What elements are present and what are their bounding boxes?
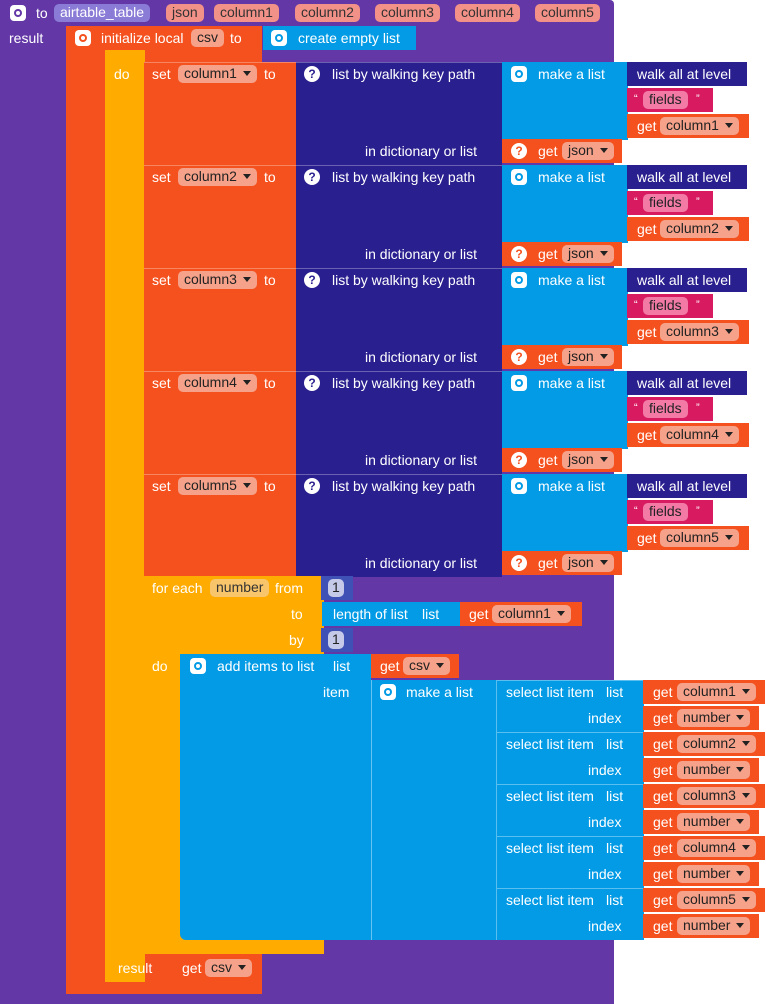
select-list-label: list <box>606 892 624 908</box>
get-json-dropdown[interactable]: json <box>562 348 614 366</box>
make-list-label: make a list <box>538 272 605 288</box>
in-dict-label: in dictionary or list <box>365 143 478 159</box>
select-get-column-dropdown[interactable]: column2 <box>677 735 756 753</box>
select-get-index-dropdown[interactable]: number <box>677 761 750 779</box>
select-list-item-label: select list item <box>506 788 594 804</box>
get-column-dropdown[interactable]: column1 <box>660 117 739 135</box>
get-column-label: get <box>637 427 657 443</box>
final-result-label: result <box>118 960 153 976</box>
select-get-column-label: get <box>653 684 673 700</box>
get-column-label: get <box>637 324 657 340</box>
procedure-to-label: to <box>36 5 48 21</box>
make-list-gear-icon[interactable] <box>380 684 396 700</box>
create-list-gear-icon[interactable] <box>271 30 287 46</box>
final-get-var-dropdown[interactable]: csv <box>205 959 252 977</box>
do-label: do <box>114 66 130 82</box>
length-get-label: get <box>469 606 489 622</box>
select-get-index-label: get <box>653 814 673 830</box>
init-label: initialize local <box>101 30 184 46</box>
in-dict-label: in dictionary or list <box>365 246 478 262</box>
init-to-label: to <box>230 30 242 46</box>
text-field[interactable]: fields <box>643 91 688 109</box>
select-get-index-label: get <box>653 762 673 778</box>
walk-help-icon[interactable]: ? <box>304 66 320 82</box>
make-list-label: make a list <box>406 684 473 700</box>
select-list-item-label: select list item <box>506 840 594 856</box>
select-get-column-dropdown[interactable]: column1 <box>677 683 756 701</box>
walk-all-label: walk all at level <box>637 272 732 288</box>
make-list-label: make a list <box>538 478 605 494</box>
in-dict-label: in dictionary or list <box>365 349 478 365</box>
get-json-help-icon[interactable]: ? <box>511 555 527 571</box>
text-field[interactable]: fields <box>643 503 688 521</box>
add-items-item-label: item <box>323 684 350 700</box>
walk-help-icon[interactable]: ? <box>304 375 320 391</box>
add-items-label: add items to list <box>217 658 315 674</box>
param-json[interactable]: json <box>166 4 204 22</box>
walk-key-path-label: list by walking key path <box>332 169 476 185</box>
select-get-column-label: get <box>653 736 673 752</box>
walk-key-path-label: list by walking key path <box>332 478 476 494</box>
in-dict-label: in dictionary or list <box>365 555 478 571</box>
walk-all-label: walk all at level <box>637 66 732 82</box>
select-get-index-dropdown[interactable]: number <box>677 865 750 883</box>
select-list-label: list <box>606 840 624 856</box>
walk-all-label: walk all at level <box>637 375 732 391</box>
select-index-label: index <box>588 710 622 726</box>
select-list-label: list <box>606 684 624 700</box>
walk-key-path-label: list by walking key path <box>332 66 476 82</box>
result-label: result <box>9 30 44 46</box>
make-list-gear-icon[interactable] <box>511 169 527 185</box>
for-each-bottom <box>144 941 324 954</box>
quote-close-icon: ” <box>696 299 700 311</box>
procedure-bottom <box>66 994 614 1004</box>
for-each-from-label: from <box>275 580 303 596</box>
select-get-index-dropdown[interactable]: number <box>677 709 750 727</box>
set-label: set <box>152 66 171 82</box>
param-column1[interactable]: column1 <box>214 4 279 22</box>
text-field[interactable]: fields <box>643 400 688 418</box>
select-get-column-label: get <box>653 788 673 804</box>
select-get-column-label: get <box>653 892 673 908</box>
param-column2[interactable]: column2 <box>295 4 360 22</box>
select-get-column-dropdown[interactable]: column5 <box>677 891 756 909</box>
select-index-label: index <box>588 918 622 934</box>
for-each-do-label: do <box>152 658 168 674</box>
quote-open-icon: “ <box>634 196 638 208</box>
select-list-item-label: select list item <box>506 892 594 908</box>
get-json-dropdown[interactable]: json <box>562 554 614 572</box>
walk-key-path-label: list by walking key path <box>332 272 476 288</box>
set-var-dropdown[interactable]: column1 <box>178 65 257 83</box>
make-list-gear-icon[interactable] <box>511 66 527 82</box>
set-to-label: to <box>264 478 276 494</box>
make-list-gear-icon[interactable] <box>511 272 527 288</box>
make-list-label: make a list <box>538 375 605 391</box>
get-json-label: get <box>538 246 558 262</box>
get-json-help-icon[interactable]: ? <box>511 452 527 468</box>
quote-open-icon: “ <box>634 299 638 311</box>
text-field[interactable]: fields <box>643 297 688 315</box>
walk-help-icon[interactable]: ? <box>304 272 320 288</box>
set-to-label: to <box>264 375 276 391</box>
quote-close-icon: ” <box>696 93 700 105</box>
select-index-label: index <box>588 762 622 778</box>
make-list-gear-icon[interactable] <box>511 478 527 494</box>
get-column-label: get <box>637 530 657 546</box>
get-column-label: get <box>637 118 657 134</box>
get-column-dropdown[interactable]: column5 <box>660 529 739 547</box>
add-items-list-label: list <box>333 658 351 674</box>
set-var-dropdown[interactable]: column5 <box>178 477 257 495</box>
length-get-var-dropdown[interactable]: column1 <box>492 605 571 623</box>
make-list-gear-icon[interactable] <box>511 375 527 391</box>
get-json-help-icon[interactable]: ? <box>511 143 527 159</box>
get-column-dropdown[interactable]: column4 <box>660 426 739 444</box>
walk-all-label: walk all at level <box>637 478 732 494</box>
procedure-name-field[interactable]: airtable_table <box>54 4 150 22</box>
in-dict-label: in dictionary or list <box>365 452 478 468</box>
select-list-item-label: select list item <box>506 684 594 700</box>
set-label: set <box>152 478 171 494</box>
get-json-label: get <box>538 555 558 571</box>
quote-open-icon: “ <box>634 93 638 105</box>
set-var-dropdown[interactable]: column4 <box>178 374 257 392</box>
select-list-label: list <box>606 736 624 752</box>
add-items-get-var-dropdown[interactable]: csv <box>403 657 450 675</box>
set-to-label: to <box>264 272 276 288</box>
add-items-get-label: get <box>380 658 400 674</box>
quote-open-icon: “ <box>634 505 638 517</box>
add-items-gear-icon[interactable] <box>190 658 206 674</box>
select-get-index-label: get <box>653 918 673 934</box>
do-block[interactable] <box>105 50 145 982</box>
walk-help-icon[interactable]: ? <box>304 478 320 494</box>
set-label: set <box>152 272 171 288</box>
for-each-label: for each <box>152 580 203 596</box>
procedure-body-gutter <box>0 24 66 994</box>
get-json-help-icon[interactable]: ? <box>511 349 527 365</box>
make-list-label: make a list <box>538 66 605 82</box>
get-json-label: get <box>538 143 558 159</box>
walk-all-label: walk all at level <box>637 169 732 185</box>
select-get-index-label: get <box>653 866 673 882</box>
select-get-column-label: get <box>653 840 673 856</box>
for-each-var-field[interactable]: number <box>210 579 269 597</box>
final-get-label: get <box>182 960 202 976</box>
select-get-index-label: get <box>653 710 673 726</box>
by-number-field[interactable]: 1 <box>328 631 344 649</box>
make-list-label: make a list <box>538 169 605 185</box>
set-to-label: to <box>264 169 276 185</box>
set-var-dropdown[interactable]: column2 <box>178 168 257 186</box>
quote-close-icon: ” <box>696 505 700 517</box>
get-json-dropdown[interactable]: json <box>562 245 614 263</box>
init-var-field[interactable]: csv <box>191 29 224 47</box>
walk-key-path-label: list by walking key path <box>332 375 476 391</box>
quote-open-icon: “ <box>634 402 638 414</box>
param-column4[interactable]: column4 <box>455 4 520 22</box>
get-column-dropdown[interactable]: column3 <box>660 323 739 341</box>
get-column-label: get <box>637 221 657 237</box>
from-number-field[interactable]: 1 <box>328 579 344 597</box>
select-index-label: index <box>588 866 622 882</box>
procedure-gear-icon[interactable] <box>10 5 26 21</box>
text-field[interactable]: fields <box>643 194 688 212</box>
length-list-label: list <box>422 606 440 622</box>
set-label: set <box>152 375 171 391</box>
init-body-fill <box>66 50 105 994</box>
select-get-column-dropdown[interactable]: column3 <box>677 787 756 805</box>
init-gear-icon[interactable] <box>75 30 91 46</box>
get-column-dropdown[interactable]: column2 <box>660 220 739 238</box>
walk-help-icon[interactable]: ? <box>304 169 320 185</box>
select-get-index-dropdown[interactable]: number <box>677 917 750 935</box>
set-var-dropdown[interactable]: column3 <box>178 271 257 289</box>
quote-close-icon: ” <box>696 196 700 208</box>
get-json-label: get <box>538 452 558 468</box>
select-list-label: list <box>606 788 624 804</box>
select-get-column-dropdown[interactable]: column4 <box>677 839 756 857</box>
select-index-label: index <box>588 814 622 830</box>
get-json-dropdown[interactable]: json <box>562 142 614 160</box>
quote-close-icon: ” <box>696 402 700 414</box>
for-each-by-label: by <box>289 632 304 648</box>
select-list-item-label: select list item <box>506 736 594 752</box>
select-get-index-dropdown[interactable]: number <box>677 813 750 831</box>
get-json-dropdown[interactable]: json <box>562 451 614 469</box>
set-label: set <box>152 169 171 185</box>
length-of-list-label: length of list <box>333 606 408 622</box>
get-json-help-icon[interactable]: ? <box>511 246 527 262</box>
param-column3[interactable]: column3 <box>375 4 440 22</box>
set-to-label: to <box>264 66 276 82</box>
create-empty-list-label: create empty list <box>298 30 400 46</box>
get-json-label: get <box>538 349 558 365</box>
make-list-block[interactable] <box>371 680 497 940</box>
for-each-to-label: to <box>291 606 303 622</box>
param-column5[interactable]: column5 <box>535 4 600 22</box>
